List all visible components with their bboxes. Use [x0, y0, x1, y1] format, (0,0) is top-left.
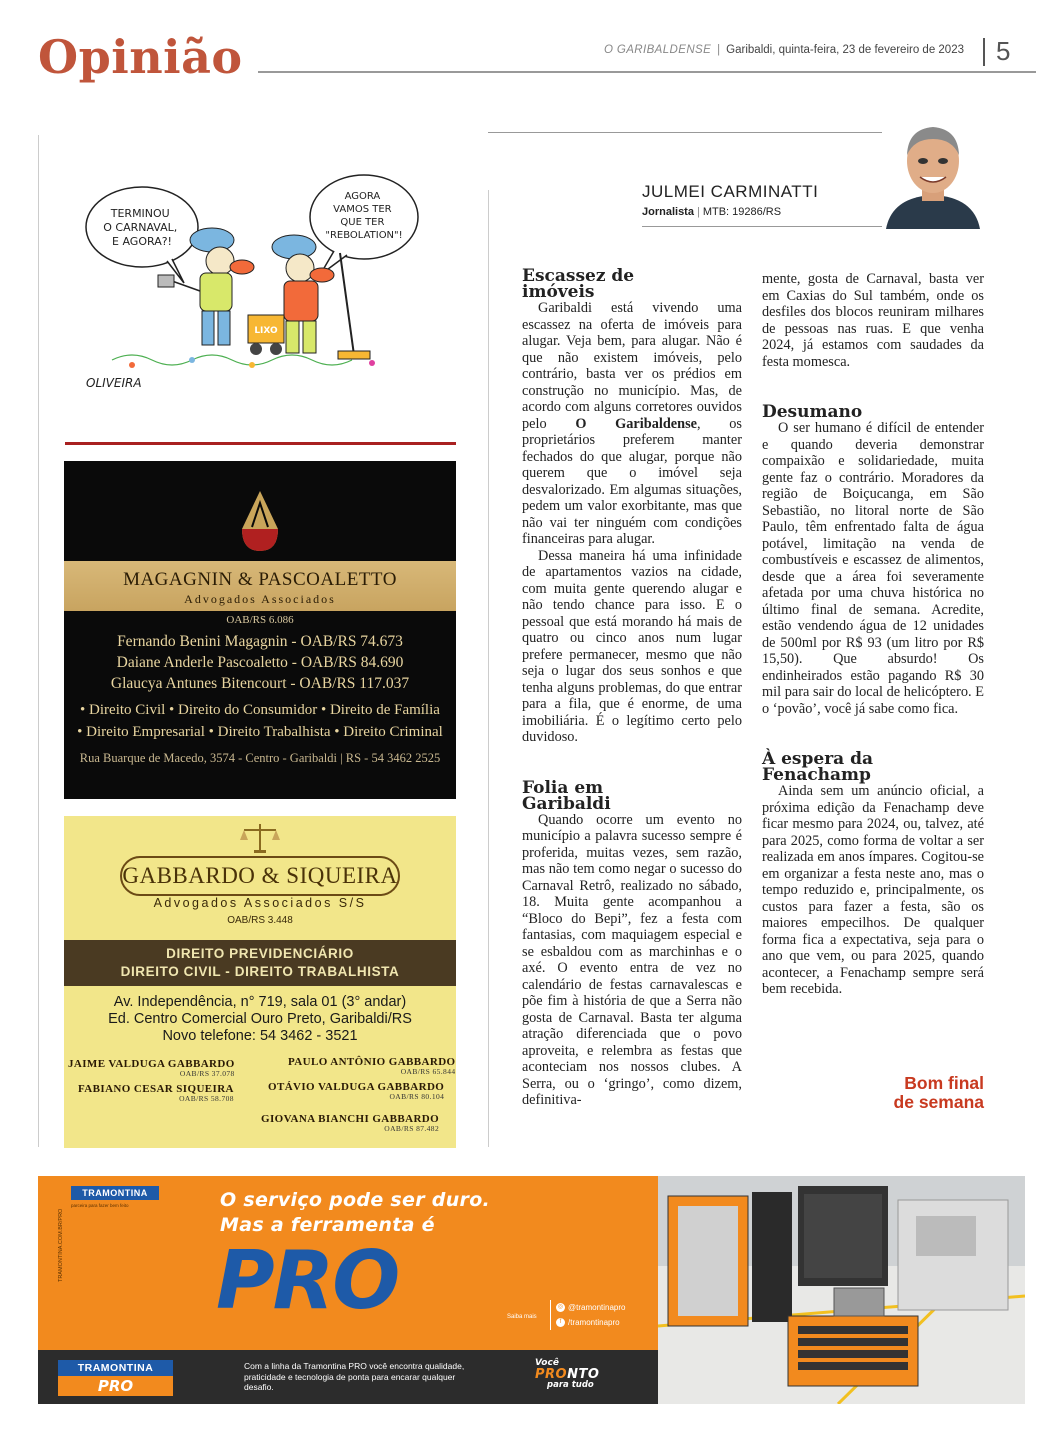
vertical-url: TRAMONTINA.COM.BR/PRO: [58, 1208, 64, 1282]
firm-name-band: [64, 561, 456, 611]
lawyer-entry: [261, 1113, 439, 1133]
signoff-line: de semana: [893, 1092, 984, 1112]
law-firm-logo-icon: [234, 489, 286, 555]
slogan-line: para tudo: [547, 1380, 594, 1390]
cartoon-signature: OLIVEIRA: [86, 376, 142, 390]
ad-gabbardo-siqueira[interactable]: [64, 816, 456, 1148]
scales-of-justice-icon: [240, 822, 280, 854]
address-line: Ed. Centro Comercial Ouro Preto, Garibaldi/RS: [108, 1011, 412, 1027]
slogan-line: Você: [535, 1358, 559, 1368]
lawyer-oab: OAB/RS 65.844: [400, 1067, 456, 1076]
tramontina-banner-ad[interactable]: [38, 1176, 1025, 1404]
heading-line: Escassez de: [522, 266, 635, 286]
article-paragraph-continued: mente, gosta de Carnaval, basta ver em Caxias do Sul também, onde os desfiles dos blocos reuniram milhares de pessoas nas ruas. E que venha 2024, já estamos com saudades da festa momesca.: [762, 271, 984, 370]
firm-name: GABBARDO & SIQUEIRA: [120, 856, 400, 896]
lawyer-list: [64, 631, 456, 694]
practice-band: [64, 940, 456, 986]
heading-line: Folia em: [522, 777, 604, 798]
cartoon-bubble-left-1: TERMINOU: [110, 207, 170, 220]
cartoon-bubble-right-4: "REBOLATION"!: [325, 230, 403, 241]
article-paragraph: Ainda sem um anúncio oficial, a próxima edição da Fenachamp deve ficar mesmo para 2024, ou, talvez, até para 2025, como forma de voltar a ser realizada em anos ímpares. Cogitou-se em organizar a festa neste ano, mas o tempo reduzido e, principalmente, os custos para fazer a festa, são os maiores empecilhos. De qualquer forma fica a expectativa, seja para o ano que vem, ou para 2025, quando acontecer, a Fenachamp sempre será bem recebida.: [762, 783, 984, 997]
address-line: Av. Independência, n° 719, sala 01 (3° andar): [113, 994, 407, 1010]
firm-address: [64, 994, 456, 1045]
publication-name: O GARIBALDENSE: [603, 44, 712, 56]
columnist-name: JULMEI CARMINATTI: [642, 182, 819, 201]
lawyer-entry: [68, 1058, 235, 1078]
heading-line: À espera da: [762, 749, 873, 769]
lawyer-name: OTÁVIO VALDUGA GABBARDO: [268, 1081, 445, 1093]
editorial-cartoon: [72, 165, 422, 390]
section-heading-desumano: [762, 404, 984, 420]
headline-line: Mas a ferramenta é: [220, 1214, 435, 1236]
cartoon-bubble-left-2: O CARNAVAL,: [103, 221, 178, 234]
firm-oab: OAB/RS 3.448: [227, 915, 293, 926]
lawyer-entry: [268, 1081, 444, 1101]
left-column-rule: [38, 135, 39, 1147]
lawyer-line: Glaucya Antunes Bitencourt - OAB/RS 117.037: [110, 675, 410, 692]
logo-pro: PRO: [58, 1376, 173, 1396]
lawyer-oab: OAB/RS 80.104: [389, 1092, 445, 1101]
facebook-link[interactable]: [556, 1318, 620, 1327]
paragraph-text: Garibaldi está vivendo uma escassez na oferta de imóveis para alugar. Veja bem, para alugar. Não é que não existem imóveis, pelo contrário, basta ver os prédios em construção no município. Mas, de acordo com alguns corretores ouvidos pelo: [522, 300, 742, 432]
firm-oab: OAB/RS 6.086: [226, 614, 294, 626]
slogan-line: [535, 1369, 599, 1380]
middle-column-rule: [488, 190, 489, 1147]
article-column-1: [522, 268, 742, 1109]
svg-text:TERMINOU O CARNAVAL, E: [103, 207, 181, 248]
signoff-line: Bom final: [904, 1073, 984, 1093]
cartoon-cart-label: LIXO: [254, 326, 278, 336]
lawyer-entry: [288, 1056, 456, 1076]
firm-name: MAGAGNIN & PASCOALETTO: [123, 569, 397, 590]
page-number-divider: [983, 38, 985, 66]
columnist-mtb: MTB: 19286/RS: [702, 206, 782, 218]
columnist-byline: [642, 182, 882, 227]
facebook-icon: f: [556, 1318, 565, 1327]
practice-area-line: • Direito Empresarial • Direito Trabalhista • Direito Criminal: [77, 724, 443, 740]
section-heading-folia: [522, 777, 742, 814]
newspaper-name-bold: O Garibaldense: [575, 415, 697, 432]
lawyer-name: PAULO ANTÔNIO GABBARDO: [288, 1056, 456, 1068]
firm-subtitle: Advogados Associados S/S: [153, 896, 367, 910]
columnist-role: [642, 206, 882, 218]
cartoon-bubble-right-1: AGORA: [344, 191, 381, 202]
firm-subtitle: Advogados Associados: [184, 592, 336, 606]
logo-brand: TRAMONTINA: [58, 1360, 173, 1376]
section-heading-fenachamp: [762, 751, 984, 783]
lawyer-oab: OAB/RS 58.708: [179, 1094, 234, 1103]
practice-area-line: • Direito Civil • Direito do Consumidor • Direito de Família: [80, 702, 440, 718]
social-divider: [550, 1300, 551, 1330]
heading-line: Desumano: [762, 402, 863, 422]
header-meta: [604, 44, 964, 56]
practice-line: DIREITO PREVIDENCIÁRIO: [166, 946, 354, 961]
slogan-pro: PRO: [535, 1367, 568, 1382]
role-separator: |: [696, 206, 700, 218]
lawyer-oab: OAB/RS 37.078: [179, 1069, 235, 1078]
phone-line: Novo telefone: 54 3462 - 3521: [162, 1028, 358, 1044]
heading-line: Fenachamp: [762, 765, 871, 785]
practice-line: DIREITO CIVIL - DIREITO TRABALHISTA: [120, 964, 400, 979]
heading-line: Garibaldi: [522, 793, 611, 814]
workshop-scene-image: [658, 1176, 1025, 1404]
lawyer-line: Fernando Benini Magagnin - OAB/RS 74.673: [117, 633, 403, 650]
article-column-2: [762, 271, 984, 998]
dateline: Garibaldi, quinta-feira, 23 de fevereiro de 2023: [726, 44, 964, 56]
ad-magagnin-pascoaletto[interactable]: [64, 461, 456, 799]
banner-description: Com a linha da Tramontina PRO você encontra qualidade, praticidade e tecnologia de ponta para encarar qualquer desafio.: [244, 1361, 465, 1392]
tramontina-pro-logo: [58, 1360, 173, 1396]
instagram-link[interactable]: [556, 1303, 625, 1312]
paragraph-text: , os proprietários preferem manter fechados do que alugar, porque não querem que o imóvel seja desvalorizado. Em algumas situações, pedem um valor exorbitante, mas que não vai ter ninguém com condições financeiras para alugar.: [522, 415, 742, 547]
section-heading-escassez: [522, 268, 742, 300]
section-title: Opinião: [38, 30, 243, 84]
columnist-title: Jornalista: [642, 206, 694, 218]
article-paragraph: Quando ocorre um evento no município a palavra sucesso sempre é proferida, muitas vezes, sem razão, mas não tem como negar o sucesso do Carnaval Retrô, realizado no sábado, 18. Muita gente acompanhou a “Bloco do Bepi”, fez a festa com fantasias, com maquiagem especial e se esbaldou com as marchinhas e o axé. O evento entra de vez no calendário de festas carnavalescas e põe fim à história de que a Serra não gosta de Carnaval. Basta ter alguma atração diferenciada que o povo aproveita, e relembra as festas que aconteciam nos nossos clubes. A Serra, ou o ‘gringo’, como dizem, definitiva-: [522, 811, 742, 1108]
article-paragraph: Dessa maneira há uma infinidade de apartamentos vazios na cidade, com muita gente querendo alugar e não tendo chance para isso. E o pessoal que está morando há mais de quatro ou cinco anos num lugar prefere permanecer, mesmo que não seja o lugar dos seus sonhos e que tenha alguns problemas, do que entrar para a fila, que é enorme, de uma imobiliária. É o legítimo certo pelo duvidoso.: [522, 547, 742, 745]
meta-separator: |: [717, 44, 721, 56]
banner-pro-word: PRO: [216, 1234, 399, 1327]
facebook-handle: /tramontinapro: [568, 1318, 620, 1327]
slogan-nto: NTO: [567, 1367, 600, 1382]
article-paragraph: O ser humano é difícil de entender e quando deveria demonstrar compaixão e solidariedade, muita gente faz o contrário. Moradores da região de Boiçucanga, em São Sebastião, no litoral norte de São Paulo, têm enfrentado falta de água potável, limitação na venda de combustíveis e escassez de alimentos, desde que a área foi severamente afetada por uma chuva histórica no último final de semana. Acredite, estão vendendo água de 12 unidades de 500ml por R$ 93 (um litro por R$ 15,50). Que absurdo! Os endinheirados estão pagando R$ 30 mil para sair do local de helicóptero. E o ‘povão’, você já sabe como fica.: [762, 420, 984, 717]
saiba-mais: Saiba mais: [507, 1314, 537, 1320]
cartoon-bubble-right-2: VAMOS TER: [333, 204, 392, 215]
signoff: [840, 1074, 984, 1112]
header-rule: [258, 71, 1036, 73]
article-paragraph: [522, 300, 742, 548]
columnist-photo: [882, 119, 984, 229]
brand-tagline: parceira para fazer bem feito: [71, 1203, 129, 1208]
page-number: 5: [996, 36, 1011, 66]
cartoon-bubble-right-3: QUE TER: [340, 217, 385, 228]
instagram-icon: ◎: [557, 1304, 564, 1311]
lawyer-name: FABIANO CESAR SIQUEIRA: [78, 1083, 234, 1095]
tramontina-logo: TRAMONTINA: [71, 1186, 159, 1200]
instagram-handle: @tramontinapro: [568, 1303, 626, 1312]
headline-line: O serviço pode ser duro.: [220, 1189, 491, 1211]
lawyer-name: GIOVANA BIANCHI GABBARDO: [261, 1113, 440, 1125]
practice-areas: [64, 699, 456, 743]
firm-address: Rua Buarque de Macedo, 3574 - Centro - Garibaldi | RS - 54 3462 2525: [79, 751, 441, 765]
heading-line: imóveis: [522, 282, 595, 302]
lawyer-oab: OAB/RS 87.482: [384, 1124, 440, 1133]
lawyer-line: Daiane Anderle Pascoaletto - OAB/RS 84.690: [116, 654, 404, 671]
red-divider: [65, 442, 456, 445]
lawyer-entry: [78, 1083, 234, 1103]
banner-slogan: [535, 1358, 599, 1391]
lawyer-name: JAIME VALDUGA GABBARDO: [68, 1058, 235, 1070]
banner-headline: [220, 1188, 490, 1238]
cartoon-bubble-left-3: E AGORA?!: [112, 235, 172, 248]
